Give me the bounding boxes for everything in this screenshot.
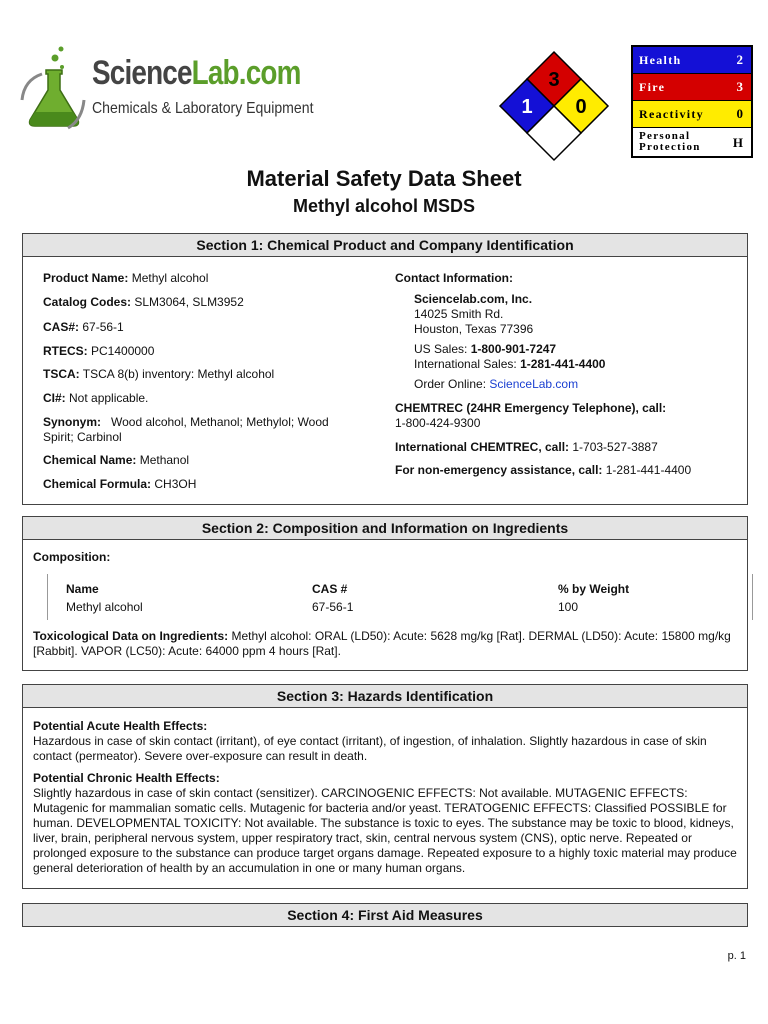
hazard-row-reactivity — [633, 101, 751, 128]
document-title: Material Safety Data Sheet — [246, 166, 522, 191]
composition-label: Composition: — [33, 550, 111, 564]
hazard-label: Fire — [639, 79, 666, 94]
section-1 — [22, 233, 748, 505]
protection-value: H — [732, 134, 743, 150]
chronic-effects-text: Slightly hazardous in case of skin contact (sensitizer). CARCINOGENIC EFFECTS: Not available. MUTAGENIC EFFECTS: Mutagenic for mammalian somatic cells. Mutagenic for bacteria and/or yeast. TERATOGENIC EFFECTS: Classified POSSIBLE for human. DEVELOPMENTAL TOXICITY: Not available. The substance is toxic to eyes. The substance may be toxic to blood, kidneys, liver, brain, peripheral nervous system, upper respiratory tract, skin, central nervous system (CNS), optic nerve. Repeated or prolonged exposure to the substance can produce target organs damage. Repeated exposure to a highly toxic material may produce general deterioration of health by an accumulation in one or many human organs. — [33, 786, 737, 875]
table-cell: 100 — [558, 600, 579, 614]
us-sales: US Sales: 1-800-901-7247 — [414, 342, 557, 356]
product-name-field: Product Name: Methyl alcohol — [43, 271, 209, 285]
logo-wordmark: ScienceLab.com — [92, 54, 301, 92]
order-online: Order Online: ScienceLab.com — [414, 377, 579, 391]
logo-tagline: Chemicals & Laboratory Equipment — [92, 100, 314, 117]
table-cell: 67-56-1 — [312, 600, 354, 614]
ci-field: CI#: Not applicable. — [43, 391, 149, 405]
section-3-heading: Section 3: Hazards Identification — [23, 685, 747, 708]
nfpa-health-value: 1 — [521, 96, 533, 118]
column-header: Name — [66, 582, 99, 596]
tsca-field: TSCA: TSCA 8(b) inventory: Methyl alcohol — [43, 367, 275, 381]
section-2-heading: Section 2: Composition and Information on Ingredients — [23, 517, 747, 540]
chemtrec-number: 1-800-424-9300 — [395, 416, 481, 430]
contact-info-label: Contact Information: — [395, 271, 513, 285]
column-header: CAS # — [312, 582, 348, 596]
protection-label-line1: Personal — [639, 130, 691, 142]
chemical-name-field: Chemical Name: Methanol — [43, 453, 190, 467]
flask-logo-icon — [18, 40, 88, 130]
hazard-row-protection — [633, 128, 751, 156]
section-4 — [22, 903, 748, 927]
company-name: Sciencelab.com, Inc. — [414, 292, 533, 306]
sciencelab-link[interactable]: ScienceLab.com — [489, 377, 579, 391]
document-subtitle: Methyl alcohol MSDS — [292, 196, 476, 216]
chemtrec-label: CHEMTREC (24HR Emergency Telephone), call: — [395, 401, 667, 415]
acute-effects-label: Potential Acute Health Effects: — [33, 719, 208, 733]
address-line1: 14025 Smith Rd. — [414, 307, 504, 321]
cas-field: CAS#: 67-56-1 — [43, 320, 124, 334]
column-header: % by Weight — [558, 582, 630, 596]
intl-sales: International Sales: 1-281-441-4400 — [414, 357, 606, 371]
hazard-value: 3 — [736, 79, 743, 94]
toxicological-data: Toxicological Data on Ingredients: Methyl alcohol: ORAL (LD50): Acute: 5628 mg/kg [Rat]. DERMAL (LD50): Acute: 15800 mg/kg [Rabbit]. VAPOR (LC50): Acute: 64000 ppm 4 hours [Rat]. — [33, 629, 731, 658]
chronic-effects-label: Potential Chronic Health Effects: — [33, 771, 220, 785]
hazard-row-health — [633, 47, 751, 74]
section-4-heading: Section 4: First Aid Measures — [23, 904, 747, 926]
catalog-codes-field: Catalog Codes: SLM3064, SLM3952 — [43, 295, 244, 309]
intl-chemtrec: International CHEMTREC, call: 1-703-527-3887 — [395, 440, 658, 454]
section-2 — [22, 516, 748, 671]
hazard-row-fire — [633, 74, 751, 101]
page-number: p. 1 — [727, 950, 746, 962]
section-3 — [22, 684, 748, 889]
hazard-value: 2 — [736, 52, 743, 67]
chemical-formula-field: Chemical Formula: CH3OH — [43, 477, 197, 491]
rtecs-field: RTECS: PC1400000 — [43, 344, 155, 358]
section-1-heading: Section 1: Chemical Product and Company Identification — [23, 234, 747, 257]
protection-label-line2: Protection — [639, 141, 701, 153]
synonym-field: Synonym: Wood alcohol, Methanol; Methylol; Wood Spirit; Carbinol — [43, 415, 333, 444]
hazard-rating-table — [631, 45, 753, 158]
non-emergency: For non-emergency assistance, call: 1-281-441-4400 — [395, 463, 692, 477]
nfpa-diamond-icon — [498, 50, 610, 162]
nfpa-reactivity-value: 0 — [575, 96, 587, 118]
hazard-value: 0 — [736, 106, 743, 121]
composition-table — [47, 574, 753, 620]
hazard-label: Health — [639, 52, 682, 67]
nfpa-fire-value: 3 — [548, 69, 560, 91]
address-line2: Houston, Texas 77396 — [414, 322, 534, 336]
table-cell: Methyl alcohol — [66, 600, 143, 614]
hazard-label: Reactivity — [639, 106, 704, 121]
acute-effects-text: Hazardous in case of skin contact (irritant), of eye contact (irritant), of ingestion, of inhalation. Slightly hazardous in case of skin contact (permeator). Severe over-exposure can result in death. — [33, 734, 707, 763]
